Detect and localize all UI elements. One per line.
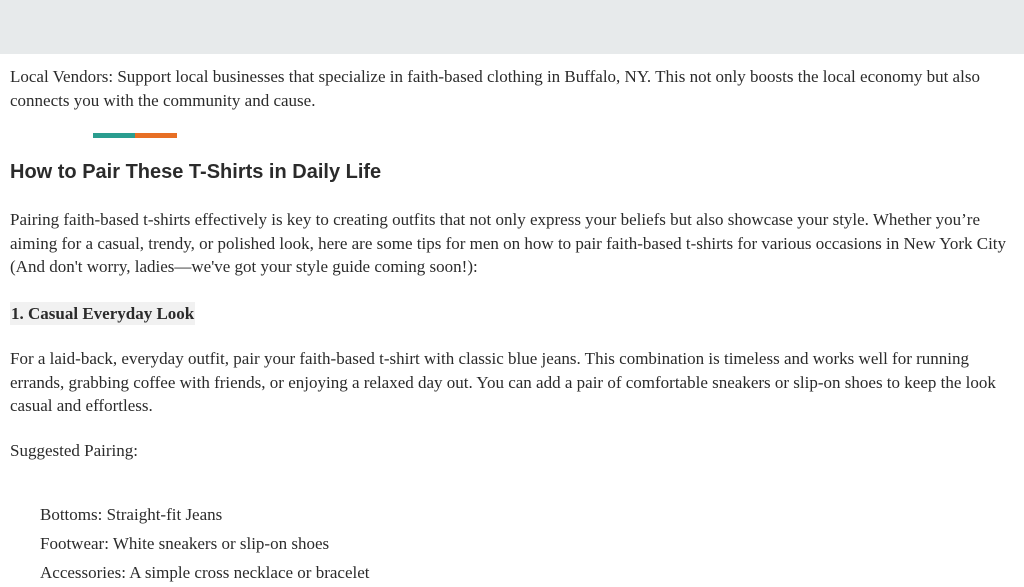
section-divider [93,133,177,138]
list-item: Bottoms: Straight-fit Jeans [40,505,223,524]
local-vendors-paragraph: Local Vendors: Support local businesses that specialize in faith-based clothing in Buffalo, NY. This not only boosts the local economy but also connects you with the community and cause. [10,67,980,110]
section-heading: How to Pair These T-Shirts in Daily Life [10,161,382,183]
suggested-pairing-label: Suggested Pairing: [10,441,138,460]
casual-look-subheading: 1. Casual Everyday Look [11,304,195,323]
divider-teal-segment [93,133,135,138]
divider-orange-segment [135,133,177,138]
casual-look-paragraph: For a laid-back, everyday outfit, pair your faith-based t-shirt with classic blue jeans. This combination is timeless and works well for running errands, grabbing coffee with friends, or enjoying a relaxed day out. You can add a pair of comfortable sneakers or slip-on shoes to keep the look casual and effortless. [10,349,996,415]
pairing-list [40,500,369,587]
top-header-bar [0,0,1024,54]
section-intro-paragraph: Pairing faith-based t-shirts effectively is key to creating outfits that not only express your beliefs but also showcase your style. Whether you’re aiming for a casual, trendy, or polished look, here are some tips for men on how to pair faith-based t-shirts for various occasions in New York City (And don't worry, ladies—we've got your style guide coming soon!): [10,210,1007,276]
list-item: Accessories: A simple cross necklace or bracelet [40,563,370,582]
list-item: Footwear: White sneakers or slip-on shoes [40,534,330,553]
